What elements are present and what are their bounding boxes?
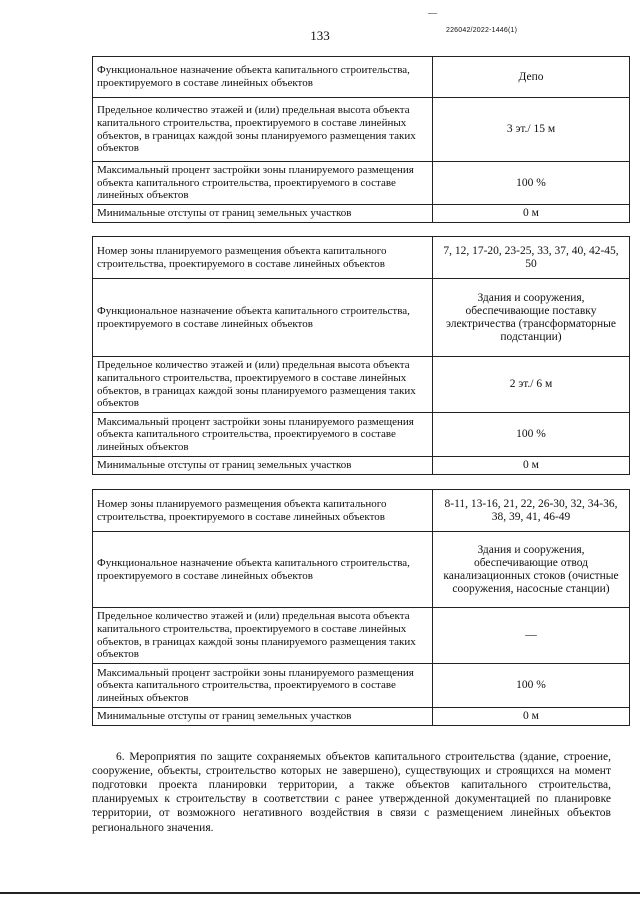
- table-row: [93, 205, 630, 223]
- row-label: Функциональное назначение объекта капитального строительства, проектируемого в составе линейных объектов: [93, 279, 433, 357]
- row-label: Функциональное назначение объекта капитального строительства, проектируемого в составе линейных объектов: [93, 532, 433, 608]
- table-row: [93, 279, 630, 357]
- row-label: Минимальные отступы от границ земельных участков: [93, 708, 433, 726]
- table-row: [93, 237, 630, 279]
- row-value: Депо: [433, 57, 630, 98]
- table-row: [93, 532, 630, 608]
- row-label: Предельное количество этажей и (или) предельная высота объекта капитального строительства, проектируемого в составе линейных объектов, в границах каждой зоны планируемого размещения таких объектов: [93, 98, 433, 162]
- row-label: Минимальные отступы от границ земельных участков: [93, 457, 433, 475]
- row-label: Минимальные отступы от границ земельных участков: [93, 205, 433, 223]
- zone-table-electric: [92, 236, 630, 475]
- row-value: 100 %: [433, 664, 630, 708]
- table-row: [93, 357, 630, 413]
- table-row: [93, 664, 630, 708]
- row-label: Номер зоны планируемого размещения объекта капитального строительства, проектируемого в составе линейных объектов: [93, 490, 433, 532]
- zone-table-sewage: [92, 489, 630, 726]
- row-value: 7, 12, 17-20, 23-25, 33, 37, 40, 42-45, 50: [433, 237, 630, 279]
- table-row: [93, 490, 630, 532]
- row-label: Предельное количество этажей и (или) предельная высота объекта капитального строительства, проектируемого в составе линейных объектов, в границах каждой зоны планируемого размещения таких объектов: [93, 357, 433, 413]
- table-row: [93, 608, 630, 664]
- row-label: Максимальный процент застройки зоны планируемого размещения объекта капитального строительства, проектируемого в составе линейных объектов: [93, 664, 433, 708]
- row-label: Предельное количество этажей и (или) предельная высота объекта капитального строительства, проектируемого в составе линейных объектов, в границах каждой зоны планируемого размещения таких объектов: [93, 608, 433, 664]
- zone-table-depot: [92, 56, 630, 223]
- table-row: [93, 162, 630, 205]
- row-value: 100 %: [433, 413, 630, 457]
- row-label: Максимальный процент застройки зоны планируемого размещения объекта капитального строительства, проектируемого в составе линейных объектов: [93, 413, 433, 457]
- row-label: Номер зоны планируемого размещения объекта капитального строительства, проектируемого в составе линейных объектов: [93, 237, 433, 279]
- row-value: 0 м: [433, 205, 630, 223]
- row-value: 8-11, 13-16, 21, 22, 26-30, 32, 34-36, 38, 39, 41, 46-49: [433, 490, 630, 532]
- page-number: 133: [310, 28, 330, 43]
- table-row: [93, 57, 630, 98]
- bottom-rule: [0, 892, 640, 894]
- table-row: [93, 457, 630, 475]
- document-code: 226042/2022-1446(1): [446, 27, 518, 34]
- row-label: Максимальный процент застройки зоны планируемого размещения объекта капитального строительства, проектируемого в составе линейных объектов: [93, 162, 433, 205]
- row-value: 0 м: [433, 457, 630, 475]
- top-mark: —: [428, 8, 437, 18]
- table-row: [93, 413, 630, 457]
- row-value: 100 %: [433, 162, 630, 205]
- row-value: —: [433, 608, 630, 664]
- row-value: Здания и сооружения, обеспечивающие отвод канализационных стоков (очистные сооружения, насосные станции): [433, 532, 630, 608]
- row-value: 3 эт./ 15 м: [433, 98, 630, 162]
- row-value: 0 м: [433, 708, 630, 726]
- row-value: 2 эт./ 6 м: [433, 357, 630, 413]
- table-row: [93, 708, 630, 726]
- table-row: [93, 98, 630, 162]
- section-6-paragraph: 6. Мероприятия по защите сохраняемых объектов капитального строительства (здание, строение, сооружение, объекты, строительство которых не завершено), существующих и строящихся на момент подготовки проекта планировки территории, а также объектов капитального строительства, планируемых к строительству в соответствии с ранее утвержденной документацией по планировке территории, от возможного негативного воздействия в связи с размещением линейных объектов регионального значения.: [92, 750, 611, 834]
- row-value: Здания и сооружения, обеспечивающие поставку электричества (трансформаторные подстанции): [433, 279, 630, 357]
- row-label: Функциональное назначение объекта капитального строительства, проектируемого в составе линейных объектов: [93, 57, 433, 98]
